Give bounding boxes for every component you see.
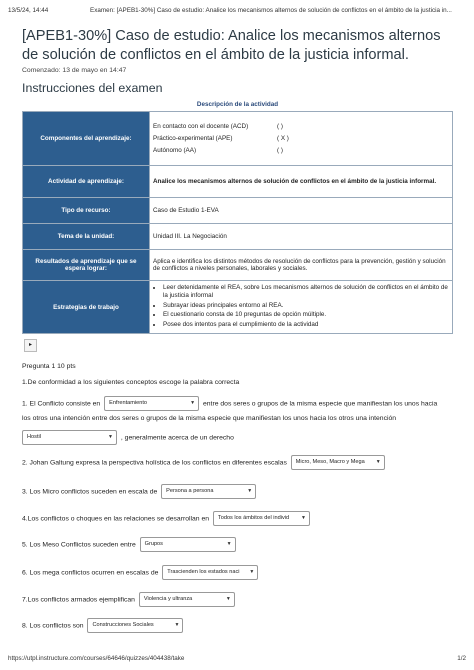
row-label-actividad: Actividad de aprendizaje: — [23, 166, 150, 198]
chevron-down-icon: ▼ — [375, 459, 381, 465]
answer-select-8[interactable]: Construcciones Sociales ▼ — [87, 618, 183, 633]
question-item-4: 4.Los conflictos o choques en las relaciones se desarrollan en Todos los ámbitos del individ ▼ — [22, 511, 312, 526]
strategy-item: • El cuestionario consta de 10 preguntas de opción múltiple. — [163, 311, 449, 319]
footer-url: https://utpl.instructure.com/courses/64646/quizzes/404438/take — [8, 655, 185, 662]
scroll-right-icon[interactable]: ▸ — [24, 339, 37, 352]
strategy-item: • Subrayar ideas principales entorno al REA. — [163, 302, 449, 310]
tipo-value: Caso de Estudio 1-EVA — [150, 198, 453, 224]
question-intro: 1.De conformidad a los siguientes conceptos escoge la palabra correcta — [22, 379, 240, 386]
question-item-6: 6. Los mega conflictos ocurren en escalas de Trascienden los estados naci ▼ — [22, 565, 260, 580]
print-footer — [8, 655, 466, 662]
row-label-estrategias: Estrategias de trabajo — [23, 281, 150, 334]
answer-select-6[interactable]: Trascienden los estados naci ▼ — [162, 565, 258, 580]
question-item-2: 2. Johan Galtung expresa la perspectiva holística de los conflictos en diferentes escalas Micro, Meso, Macro y Mega ▼ — [22, 455, 387, 470]
chevron-down-icon: ▼ — [225, 596, 231, 602]
resultados-value: Aplica e identifica los distintos métodos de resolución de conflictos para la prevención, gestión y solución de conflictos a niveles personales, laborales y sociales. — [150, 250, 453, 281]
chevron-down-icon: ▼ — [226, 541, 232, 547]
question-item-1-line3: Hostil ▼ , generalmente acerca de un derecho — [22, 430, 234, 445]
page-title: [APEB1-30%] Caso de estudio: Analice los mecanismos alternos de solución de conflictos en el ámbito de la justicia informal. — [22, 28, 441, 63]
answer-select-1[interactable]: Enfrentamiento ▼ — [104, 396, 199, 411]
print-title: Examen: [APEB1-30%] Caso de estudio: Analice los mecanismos alternos de solución de conflictos en el ámbito de la justicia in... — [90, 7, 452, 14]
question-item-5: 5. Los Meso Conflictos suceden entre Grupos ▼ — [22, 537, 238, 552]
instructions-heading: Instrucciones del examen — [22, 81, 163, 95]
question-item-1: 1. El Conflicto consiste en Enfrentamiento ▼ entre dos seres o grupos de la misma especie que manifiestan los unos hacia — [22, 396, 437, 411]
strategy-item: • Posee dos intentos para el cumplimiento de la actividad — [163, 321, 449, 329]
row-label-tipo: Tipo de recurso: — [23, 198, 150, 224]
question-header: Pregunta 1 10 pts — [22, 363, 76, 370]
estrategias-value — [150, 281, 453, 334]
row-label-resultados: Resultados de aprendizaje que se espera lograr: — [23, 250, 150, 281]
activity-table — [22, 111, 453, 334]
answer-select-5[interactable]: Grupos ▼ — [140, 537, 236, 552]
answer-select-1b[interactable]: Hostil ▼ — [22, 430, 117, 445]
strategy-item: • Leer detenidamente el REA, sobre Los mecanismos alternos de solución de conflictos en el ámbito de la justicia informal — [163, 284, 449, 301]
chevron-down-icon: ▼ — [174, 622, 180, 628]
answer-select-7[interactable]: Violencia y ultranza ▼ — [139, 592, 235, 607]
print-date: 13/5/24, 14:44 — [8, 7, 49, 14]
answer-select-3[interactable]: Persona a persona ▼ — [161, 484, 256, 499]
row-label-tema: Tema de la unidad: — [23, 224, 150, 250]
chevron-down-icon: ▼ — [108, 434, 113, 440]
tema-value: Unidad III. La Negociación — [150, 224, 453, 250]
table-caption: Descripción de la actividad — [196, 101, 279, 108]
answer-select-4[interactable]: Todos los ámbitos del individ ▼ — [213, 511, 310, 526]
row-label-componentes: Componentes del aprendizaje: — [23, 112, 150, 166]
page-number: 1/2 — [457, 655, 466, 662]
question-item-3: 3. Los Micro conflictos suceden en escala de Persona a persona ▼ — [22, 484, 258, 499]
component-item: Autónomo (AA) ( ) — [153, 147, 283, 154]
question-item-7: 7.Los conflictos armados ejemplifican Violencia y ultranza ▼ — [22, 592, 237, 607]
actividad-value: Analice los mecanismos alternos de solución de conflictos en el ámbito de la justicia informal. — [150, 166, 453, 198]
answer-select-2[interactable]: Micro, Meso, Macro y Mega ▼ — [291, 455, 385, 470]
component-item: Práctico-experimental (APE) ( X ) — [153, 135, 289, 142]
started-time: Comenzado: 13 de mayo en 14:47 — [22, 67, 127, 74]
question-item-8: 8. Los conflictos son Construcciones Sociales ▼ — [22, 618, 185, 633]
chevron-down-icon: ▼ — [247, 488, 253, 494]
componentes-values — [150, 112, 453, 166]
component-item: En contacto con el docente (ACD) ( ) — [153, 123, 283, 130]
chevron-down-icon: ▼ — [249, 569, 255, 575]
chevron-down-icon: ▼ — [190, 400, 196, 406]
question-item-1-line2: los otros una intención entre dos seres o grupos de la misma especie que manifiestan los unos hacia los otros una intención — [22, 415, 397, 422]
chevron-down-icon: ▼ — [300, 515, 306, 521]
